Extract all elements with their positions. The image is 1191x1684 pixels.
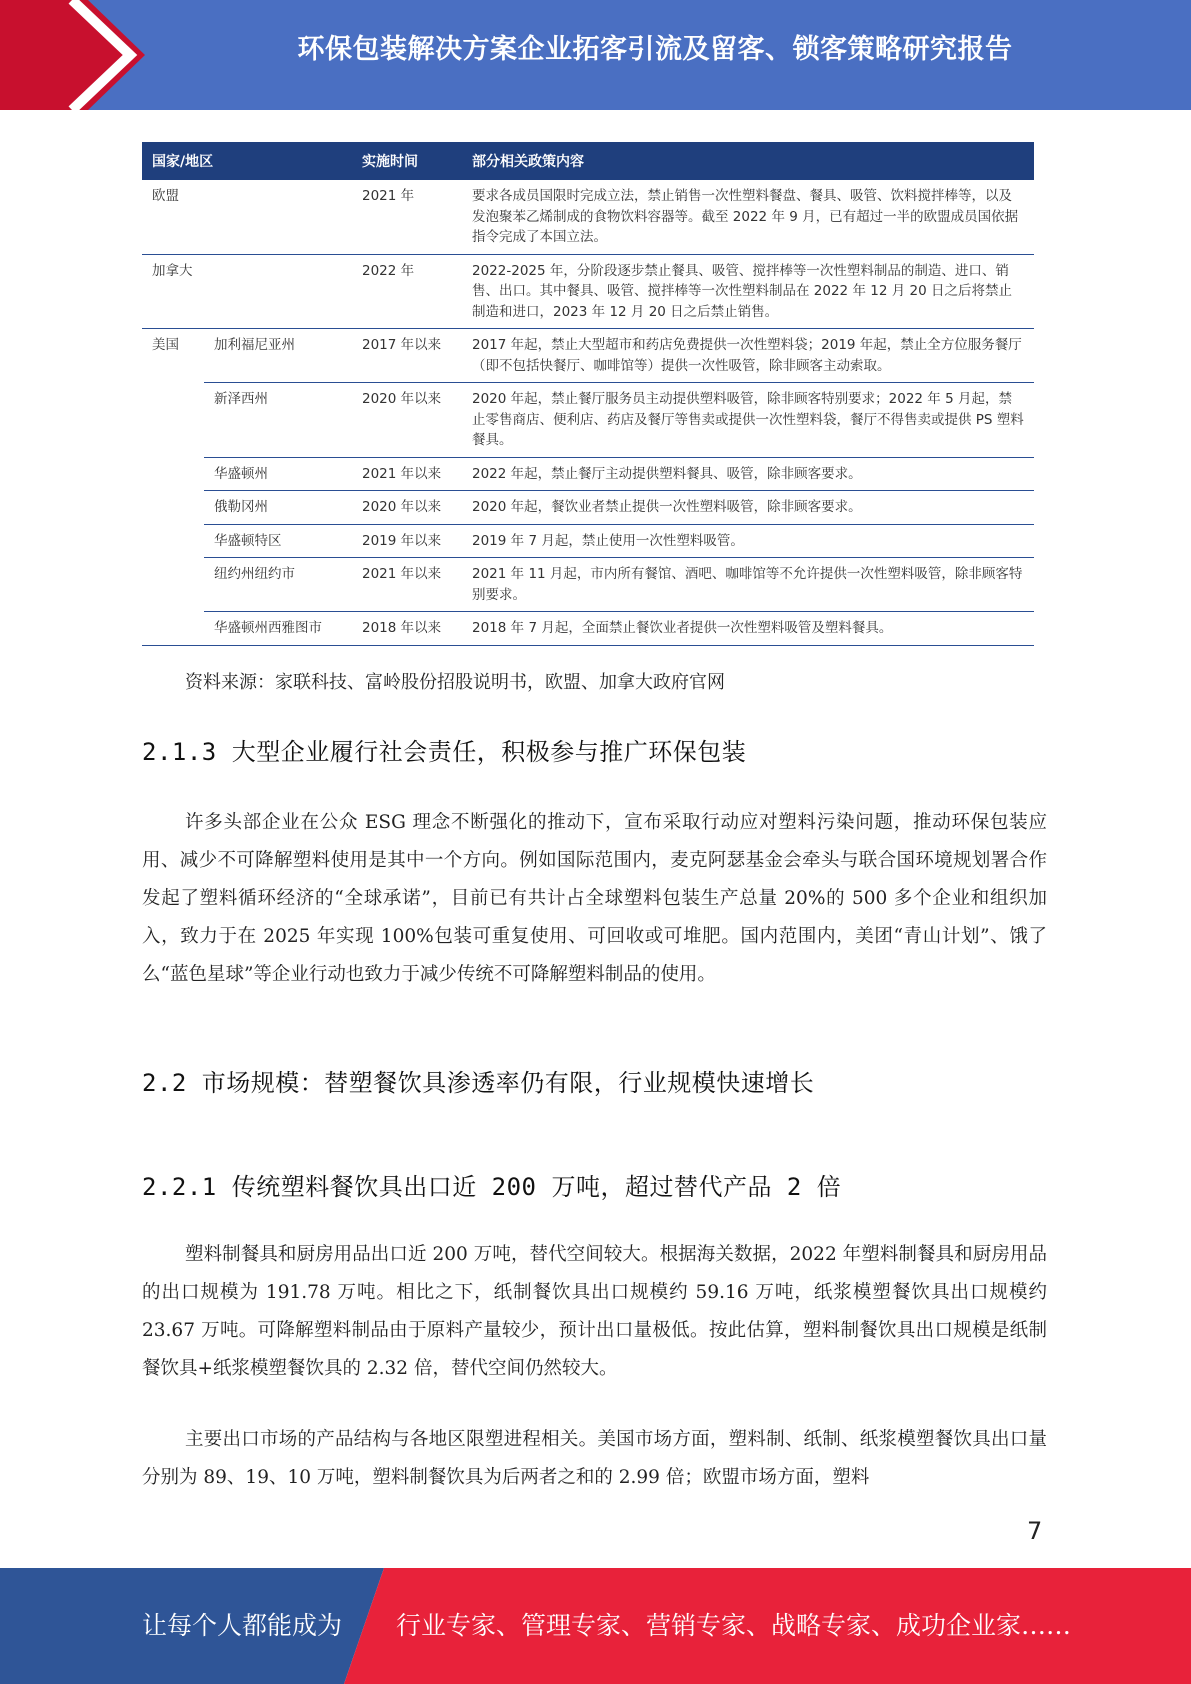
cell-content: 2020 年起，禁止餐厅服务员主动提供塑料吸管，除非顾客特别要求；2022 年 5 月起，禁止零售商店、便利店、药店及餐厅等售卖或提供一次性塑料袋，餐厅不得售卖或提供 PS 塑料餐具。	[462, 383, 1034, 458]
cell-content: 2021 年 11 月起，市内所有餐馆、酒吧、咖啡馆等不允许提供一次性塑料吸管，除非顾客特别要求。	[462, 558, 1034, 612]
cell-content: 2022 年起，禁止餐厅主动提供塑料餐具、吸管，除非顾客要求。	[462, 457, 1034, 491]
footer-slogan-right: 行业专家、管理专家、营销专家、战略专家、成功企业家……	[396, 1611, 1072, 1640]
cell-content: 2020 年起，餐饮业者禁止提供一次性塑料吸管，除非顾客要求。	[462, 491, 1034, 525]
table-row	[142, 180, 1034, 254]
section-2-2-1-paragraph-1: 塑料制餐具和厨房用品出口近 200 万吨，替代空间较大。根据海关数据，2022 年塑料制餐具和厨房用品的出口规模为 191.78 万吨。相比之下，纸制餐饮具出口规模约 59.16 万吨，纸浆模塑餐饮具出口规模约 23.67 万吨。可降解塑料制品由于原料产量较少，预计出口量极低。按此估算，塑料制餐饮具出口规模是纸制餐饮具+纸浆模塑餐饮具的 2.32 倍，替代空间仍然较大。	[142, 1244, 1047, 1379]
table-row	[142, 558, 1034, 612]
table-row	[142, 329, 1034, 383]
cell-country: 美国	[142, 329, 204, 646]
header-chevron-icon	[0, 0, 160, 110]
cell-state: 新泽西州	[204, 383, 352, 458]
cell-content: 2018 年 7 月起，全面禁止餐饮业者提供一次性塑料吸管及塑料餐具。	[462, 612, 1034, 646]
cell-state: 纽约州纽约市	[204, 558, 352, 612]
footer-slogan-left: 让每个人都能成为	[142, 1611, 343, 1640]
section-heading-2-2-1: 2.2.1 传统塑料餐饮具出口近 200 万吨，超过替代产品 2 倍	[142, 1173, 842, 1201]
cell-state: 华盛顿州	[204, 457, 352, 491]
table-row	[142, 254, 1034, 329]
table-row	[142, 491, 1034, 525]
page-header	[0, 0, 1191, 110]
table-header-row	[142, 142, 1034, 180]
cell-time: 2021 年以来	[352, 558, 462, 612]
cell-time: 2022 年	[352, 254, 462, 329]
section-heading-2-2: 2.2 市场规模：替塑餐饮具渗透率仍有限，行业规模快速增长	[142, 1069, 815, 1097]
cell-content: 2019 年 7 月起，禁止使用一次性塑料吸管。	[462, 524, 1034, 558]
table-row	[142, 612, 1034, 646]
cell-state: 加利福尼亚州	[204, 329, 352, 383]
table-row	[142, 457, 1034, 491]
cell-content: 2017 年起，禁止大型超市和药店免费提供一次性塑料袋；2019 年起，禁止全方位服务餐厅（即不包括快餐厅、咖啡馆等）提供一次性吸管，除非顾客主动索取。	[462, 329, 1034, 383]
col-header-policy: 部分相关政策内容	[462, 142, 1034, 180]
col-header-region: 国家/地区	[142, 142, 352, 180]
cell-time: 2021 年以来	[352, 457, 462, 491]
col-header-time: 实施时间	[352, 142, 462, 180]
table-row	[142, 383, 1034, 458]
cell-time: 2017 年以来	[352, 329, 462, 383]
report-title: 环保包装解决方案企业拓客引流及留客、锁客策略研究报告	[297, 34, 1013, 65]
cell-time: 2020 年以来	[352, 491, 462, 525]
page-footer	[0, 1568, 1191, 1684]
cell-country: 加拿大	[142, 254, 352, 329]
cell-country: 欧盟	[142, 180, 352, 254]
cell-state: 华盛顿州西雅图市	[204, 612, 352, 646]
table-source-note: 资料来源：家联科技、富岭股份招股说明书，欧盟、加拿大政府官网	[185, 672, 725, 693]
cell-content: 2022-2025 年，分阶段逐步禁止餐具、吸管、搅拌棒等一次性塑料制品的制造、进口、销售、出口。其中餐具、吸管、搅拌棒等一次性塑料制品在 2022 年 12 月 20 日之后将禁止制造和进口，2023 年 12 月 20 日之后禁止销售。	[462, 254, 1034, 329]
cell-content: 要求各成员国限时完成立法，禁止销售一次性塑料餐盘、餐具、吸管、饮料搅拌棒等，以及发泡聚苯乙烯制成的食物饮料容器等。截至 2022 年 9 月，已有超过一半的欧盟成员国依据指令完成了本国立法。	[462, 180, 1034, 254]
section-heading-2-1-3: 2.1.3 大型企业履行社会责任，积极参与推广环保包装	[142, 738, 747, 766]
cell-time: 2018 年以来	[352, 612, 462, 646]
cell-state: 华盛顿特区	[204, 524, 352, 558]
page-number: 7	[1027, 1517, 1043, 1545]
cell-time: 2019 年以来	[352, 524, 462, 558]
cell-time: 2020 年以来	[352, 383, 462, 458]
cell-time: 2021 年	[352, 180, 462, 254]
table-row	[142, 524, 1034, 558]
cell-state: 俄勒冈州	[204, 491, 352, 525]
section-2-2-1-paragraph-2: 主要出口市场的产品结构与各地区限塑进程相关。美国市场方面，塑料制、纸制、纸浆模塑餐饮具出口量分别为 89、19、10 万吨，塑料制餐饮具为后两者之和的 2.99 倍；欧盟市场方面，塑料	[142, 1429, 1047, 1488]
policy-table	[142, 142, 1034, 646]
section-2-1-3-paragraph: 许多头部企业在公众 ESG 理念不断强化的推动下，宣布采取行动应对塑料污染问题，推动环保包装应用、减少不可降解塑料使用是其中一个方向。例如国际范围内，麦克阿瑟基金会牵头与联合国环境规划署合作发起了塑料循环经济的“全球承诺”，目前已有共计占全球塑料包装生产总量 20%的 500 多个企业和组织加入，致力于在 2025 年实现 100%包装可重复使用、可回收或可堆肥。国内范围内，美团“青山计划”、饿了么“蓝色星球”等企业行动也致力于减少传统不可降解塑料制品的使用。	[142, 812, 1047, 985]
